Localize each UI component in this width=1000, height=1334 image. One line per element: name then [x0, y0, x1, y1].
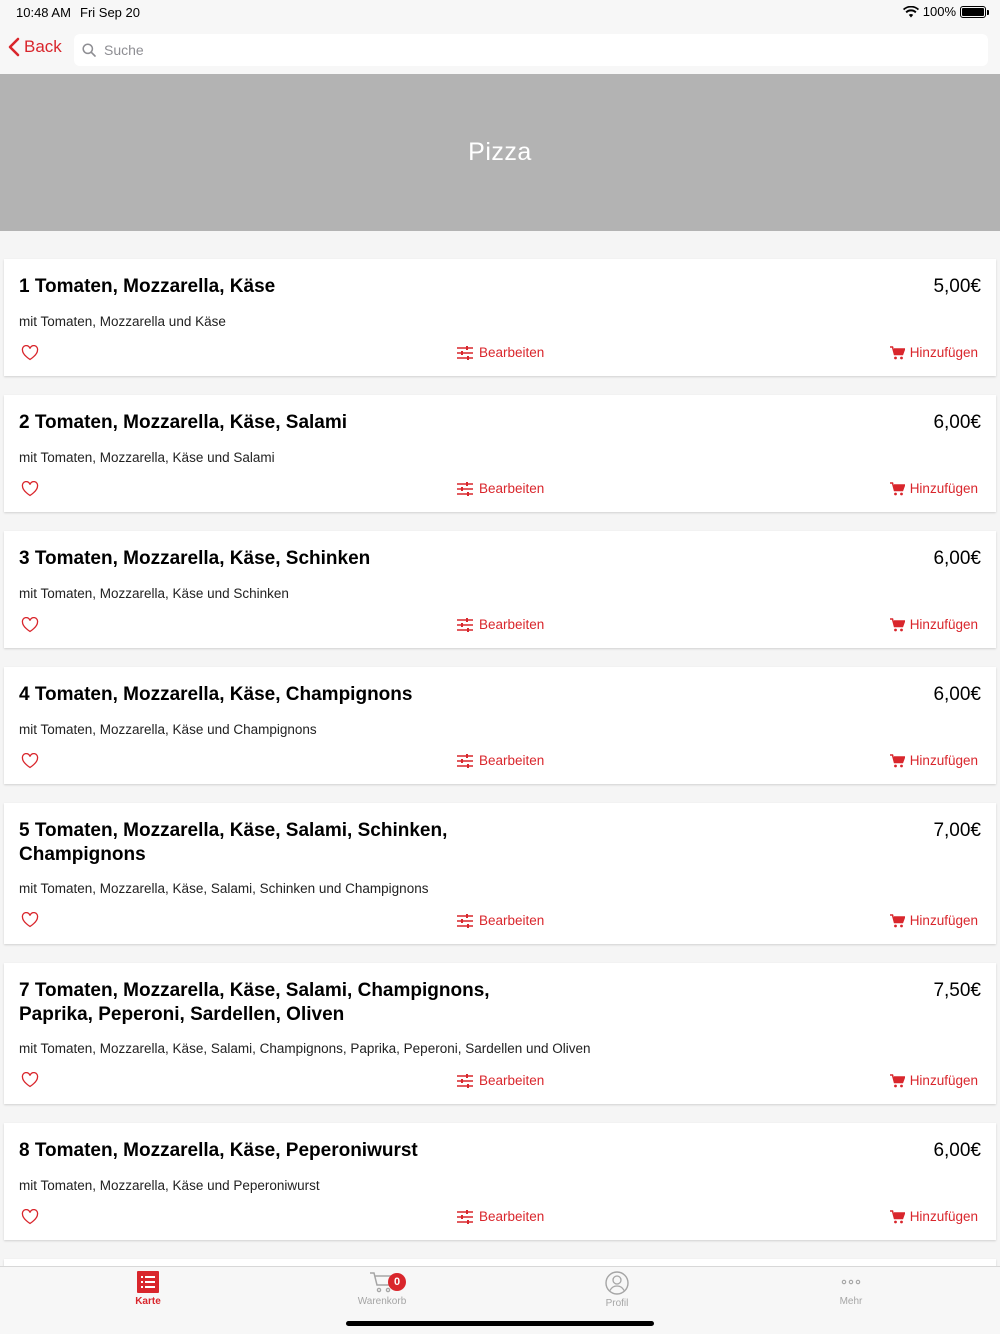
add-label: Hinzufügen — [909, 345, 978, 360]
product-card — [4, 259, 996, 376]
status-time: 10:48 AM — [16, 5, 71, 20]
battery-icon — [960, 6, 986, 18]
add-label: Hinzufügen — [909, 753, 978, 768]
product-price: 5,00€ — [933, 276, 981, 297]
product-title: 5 Tomaten, Mozzarella, Käse, Salami, Schinken, Champignons — [19, 820, 448, 865]
product-description: mit Tomaten, Mozzarella, Käse und Champignons — [19, 722, 317, 737]
home-indicator — [346, 1321, 654, 1326]
cart-icon — [890, 618, 905, 632]
product-description: mit Tomaten, Mozzarella, Käse, Salami, Schinken und Champignons — [19, 881, 429, 896]
product-title: 4 Tomaten, Mozzarella, Käse, Champignons — [19, 684, 413, 705]
back-button[interactable] — [8, 37, 62, 57]
add-label: Hinzufügen — [909, 1209, 978, 1224]
search-input[interactable] — [104, 42, 964, 58]
add-to-cart-button[interactable] — [890, 345, 978, 360]
search-icon — [82, 43, 96, 57]
product-price: 6,00€ — [933, 548, 981, 569]
product-title: 8 Tomaten, Mozzarella, Käse, Peperoniwurst — [19, 1140, 418, 1161]
add-to-cart-button[interactable] — [890, 913, 978, 928]
product-price: 7,50€ — [933, 980, 981, 1001]
edit-label: Bearbeiten — [479, 481, 545, 496]
edit-button[interactable] — [457, 1073, 544, 1088]
menu-list-icon — [137, 1271, 159, 1293]
cart-icon — [890, 1074, 905, 1088]
add-to-cart-button[interactable] — [890, 1073, 978, 1088]
edit-label: Bearbeiten — [479, 913, 545, 928]
add-to-cart-button[interactable] — [890, 617, 978, 632]
tab-label: Warenkorb — [357, 1296, 407, 1307]
sliders-icon — [457, 914, 473, 928]
favorite-heart-icon[interactable] — [21, 345, 39, 361]
product-card — [4, 395, 996, 512]
cart-icon — [890, 914, 905, 928]
product-title: 3 Tomaten, Mozzarella, Käse, Schinken — [19, 548, 371, 569]
add-label: Hinzufügen — [909, 913, 978, 928]
back-label: Back — [24, 37, 62, 56]
sliders-icon — [457, 1074, 473, 1088]
edit-label: Bearbeiten — [479, 753, 545, 768]
product-description: mit Tomaten, Mozzarella, Käse und Peperoniwurst — [19, 1178, 320, 1193]
edit-button[interactable] — [457, 913, 544, 928]
status-right — [903, 4, 986, 19]
add-to-cart-button[interactable] — [890, 481, 978, 496]
add-label: Hinzufügen — [909, 481, 978, 496]
status-date: Fri Sep 20 — [80, 5, 140, 20]
edit-button[interactable] — [457, 481, 544, 496]
product-card — [4, 1123, 996, 1240]
tab-karte[interactable] — [88, 1271, 208, 1307]
status-bar — [0, 0, 1000, 24]
tab-warenkorb[interactable] — [322, 1271, 442, 1307]
cart-icon — [890, 1210, 905, 1224]
product-description: mit Tomaten, Mozzarella, Käse, Salami, Champignons, Paprika, Peperoni, Sardellen und Oliven — [19, 1041, 591, 1056]
product-title: 1 Tomaten, Mozzarella, Käse — [19, 276, 276, 297]
tab-label: Mehr — [839, 1296, 863, 1307]
product-price: 6,00€ — [933, 412, 981, 433]
favorite-heart-icon[interactable] — [21, 617, 39, 633]
wifi-icon — [903, 6, 919, 18]
cart-icon — [890, 482, 905, 496]
edit-button[interactable] — [457, 345, 544, 360]
cart-count-badge: 0 — [388, 1273, 406, 1291]
category-title: Pizza — [468, 138, 532, 166]
cart-icon — [890, 754, 905, 768]
product-card — [4, 963, 996, 1104]
tab-profil[interactable] — [557, 1271, 677, 1309]
product-title: 7 Tomaten, Mozzarella, Käse, Salami, Champignons, Paprika, Peperoni, Sardellen, Oliven — [19, 980, 490, 1025]
product-price: 6,00€ — [933, 684, 981, 705]
favorite-heart-icon[interactable] — [21, 1209, 39, 1225]
sliders-icon — [457, 754, 473, 768]
edit-label: Bearbeiten — [479, 617, 545, 632]
product-card — [4, 531, 996, 648]
favorite-heart-icon[interactable] — [21, 1072, 39, 1088]
more-icon — [839, 1271, 863, 1293]
search-bar[interactable] — [74, 34, 988, 66]
add-to-cart-button[interactable] — [890, 1209, 978, 1224]
edit-label: Bearbeiten — [479, 1073, 545, 1088]
product-list — [4, 259, 996, 1279]
edit-label: Bearbeiten — [479, 1209, 545, 1224]
product-description: mit Tomaten, Mozzarella, Käse und Salami — [19, 450, 275, 465]
product-description: mit Tomaten, Mozzarella, Käse und Schinken — [19, 586, 289, 601]
sliders-icon — [457, 1210, 473, 1224]
product-card — [4, 803, 996, 944]
edit-label: Bearbeiten — [479, 345, 545, 360]
category-banner — [0, 74, 1000, 231]
edit-button[interactable] — [457, 753, 544, 768]
tab-label: Profil — [605, 1298, 629, 1309]
battery-percent: 100% — [922, 4, 956, 19]
product-price: 6,00€ — [933, 1140, 981, 1161]
sliders-icon — [457, 618, 473, 632]
product-title: 2 Tomaten, Mozzarella, Käse, Salami — [19, 412, 348, 433]
add-to-cart-button[interactable] — [890, 753, 978, 768]
nav-bar — [0, 24, 1000, 74]
favorite-heart-icon[interactable] — [21, 912, 39, 928]
product-price: 7,00€ — [933, 820, 981, 841]
tab-mehr[interactable] — [791, 1271, 911, 1307]
product-description: mit Tomaten, Mozzarella und Käse — [19, 314, 226, 329]
add-label: Hinzufügen — [909, 617, 978, 632]
cart-icon — [890, 346, 905, 360]
favorite-heart-icon[interactable] — [21, 753, 39, 769]
edit-button[interactable] — [457, 617, 544, 632]
profile-icon — [605, 1271, 629, 1295]
product-card — [4, 667, 996, 784]
favorite-heart-icon[interactable] — [21, 481, 39, 497]
add-label: Hinzufügen — [909, 1073, 978, 1088]
edit-button[interactable] — [457, 1209, 544, 1224]
tab-label: Karte — [135, 1296, 161, 1307]
chevron-left-icon — [8, 37, 20, 57]
sliders-icon — [457, 346, 473, 360]
sliders-icon — [457, 482, 473, 496]
